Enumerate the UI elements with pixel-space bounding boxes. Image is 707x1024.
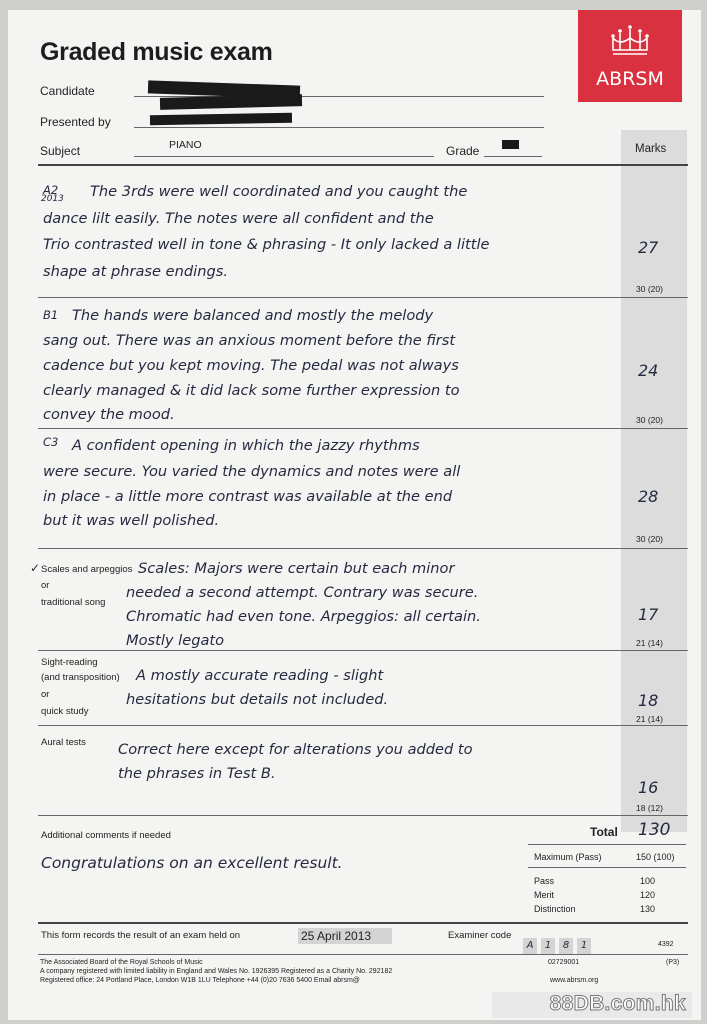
piece-a-line-2: dance lilt easily. The notes were all confident and the — [43, 210, 434, 227]
pass-label: Pass — [534, 876, 555, 886]
marks-label: Marks — [635, 143, 667, 155]
subject-value: PIANO — [169, 139, 202, 151]
scales-line-4: Mostly legato — [126, 632, 225, 649]
maximum-value: 150 (100) — [636, 852, 675, 862]
scales-label-1: Scales and arpeggios — [41, 564, 133, 575]
pass-value: 100 — [640, 876, 656, 886]
piece-a-line-4: shape at phrase endings. — [43, 263, 228, 280]
candidate-label: Candidate — [40, 84, 95, 98]
piece-c-line-3: in place - a little more contrast was available at the end — [43, 488, 453, 505]
piece-b-divider — [38, 428, 688, 429]
presented-by-redaction — [150, 113, 292, 125]
aural-mark: 16 — [638, 778, 659, 797]
watermark-text: 88DB.com.hk — [549, 992, 686, 1015]
sight-label-3: or — [41, 689, 50, 700]
piece-c-line-4: but it was well polished. — [43, 512, 220, 529]
piece-c-divider — [38, 548, 688, 549]
footer-site: www.abrsm.org — [550, 977, 599, 984]
exam-report-sheet — [8, 10, 701, 1020]
piece-b-max: 30 (20) — [636, 415, 663, 425]
total-underline — [528, 844, 686, 845]
distinction-label: Distinction — [534, 904, 576, 914]
aural-label: Aural tests — [41, 737, 86, 748]
piece-b-code: B1 — [43, 308, 59, 322]
maximum-label: Maximum (Pass) — [534, 852, 602, 862]
scales-line-2: needed a second attempt. Contrary was secure. — [126, 584, 479, 601]
piece-b-line-4: clearly managed & it did lack some further expression to — [43, 382, 460, 399]
grade-line — [484, 156, 542, 157]
aural-max: 18 (12) — [636, 803, 663, 813]
crown-icon — [610, 24, 650, 60]
merit-label: Merit — [534, 890, 554, 900]
piece-a-line-3: Trio contrasted well in tone & phrasing - It only lacked a little — [43, 236, 490, 253]
candidate-redaction-2 — [160, 94, 302, 110]
piece-b-mark: 24 — [638, 361, 659, 380]
grade-redaction — [502, 140, 519, 149]
examiner-code-char-2: 1 — [541, 938, 555, 954]
footer-ref-1: 02729001 — [548, 959, 580, 966]
sight-label-4: quick study — [41, 706, 89, 717]
piece-a-divider — [38, 297, 688, 298]
maximum-underline — [528, 867, 686, 868]
piece-b-line-2: sang out. There was an anxious moment before the first — [43, 332, 456, 349]
sight-line-1: A mostly accurate reading - slight — [136, 667, 384, 684]
piece-c-line-2: were secure. You varied the dynamics and notes were all — [43, 463, 461, 480]
merit-value: 120 — [640, 890, 656, 900]
marks-column — [621, 130, 687, 832]
piece-c-line-1: A confident opening in which the jazzy rhythms — [72, 437, 420, 454]
aural-line-1: Correct here except for alterations you added to — [118, 741, 473, 758]
scales-label-2: or — [41, 580, 50, 591]
sight-label-2: (and transposition) — [41, 672, 120, 683]
aural-divider — [38, 815, 688, 816]
piece-b-line-1: The hands were balanced and mostly the melody — [72, 307, 434, 324]
sight-label-1: Sight-reading — [41, 657, 98, 668]
piece-a-year: 2013 — [41, 194, 64, 204]
scales-check: ✓ — [30, 561, 41, 575]
total-value: 130 — [638, 820, 671, 840]
subject-line — [134, 156, 434, 157]
sight-divider — [38, 725, 688, 726]
piece-a-code: A2 — [43, 183, 59, 197]
scales-label-3: traditional song — [41, 597, 106, 608]
footer-ref-2: (P3) — [666, 959, 680, 966]
examiner-code-label: Examiner code — [448, 930, 512, 941]
footer-divider — [38, 954, 688, 955]
examiner-code-char-4: 1 — [577, 938, 591, 954]
logo-text: ABRSM — [596, 68, 664, 90]
subject-label: Subject — [40, 144, 81, 158]
presented-by-label: Presented by — [40, 115, 111, 129]
aural-line-2: the phrases in Test B. — [118, 765, 276, 782]
footer-line-1: The Associated Board of the Royal Schools of Music — [40, 959, 203, 966]
piece-c-max: 30 (20) — [636, 534, 663, 544]
distinction-value: 130 — [640, 904, 656, 914]
watermark — [492, 992, 692, 1018]
scales-line-1: Scales: Majors were certain but each minor — [138, 560, 455, 577]
piece-c-mark: 28 — [638, 487, 659, 506]
piece-a-max: 30 (20) — [636, 284, 663, 294]
piece-c-code: C3 — [43, 435, 59, 449]
exam-date: 25 April 2013 — [301, 929, 372, 943]
comments-label: Additional comments if needed — [41, 830, 171, 841]
scales-max: 21 (14) — [636, 638, 663, 648]
scales-divider — [38, 650, 688, 651]
footer-line-2: A company registered with limited liability in England and Wales No. 1926395 Registered as a Charity No. 292182 — [40, 968, 393, 975]
abrsm-logo — [578, 10, 682, 102]
piece-b-line-3: cadence but you kept moving. The pedal was not always — [43, 357, 459, 374]
examiner-code-char-3: 8 — [559, 938, 573, 954]
examiner-code-number: 4392 — [658, 941, 674, 948]
scales-mark: 17 — [638, 605, 659, 624]
examiner-code-char-1: A — [523, 938, 537, 954]
form-title: Graded music exam — [40, 38, 273, 66]
sight-mark: 18 — [638, 691, 659, 710]
grade-label: Grade — [446, 144, 480, 158]
footer-line-3: Registered office: 24 Portland Place, London W1B 1LU Telephone +44 (0)20 7636 5400 Email abrsm@ — [40, 977, 360, 984]
header-divider — [38, 164, 688, 166]
sight-max: 21 (14) — [636, 714, 663, 724]
piece-b-line-5: convey the mood. — [43, 406, 175, 423]
record-divider — [38, 922, 688, 924]
piece-a-line-1: The 3rds were well coordinated and you caught the — [90, 183, 468, 200]
piece-a-mark: 27 — [638, 238, 659, 257]
sight-line-2: hesitations but details not included. — [126, 691, 389, 708]
presented-by-line — [134, 127, 544, 128]
comments-text: Congratulations on an excellent result. — [41, 854, 343, 872]
scales-line-3: Chromatic had even tone. Arpeggios: all certain. — [126, 608, 481, 625]
exam-record-text: This form records the result of an exam held on — [41, 930, 241, 941]
total-label: Total — [590, 825, 618, 839]
